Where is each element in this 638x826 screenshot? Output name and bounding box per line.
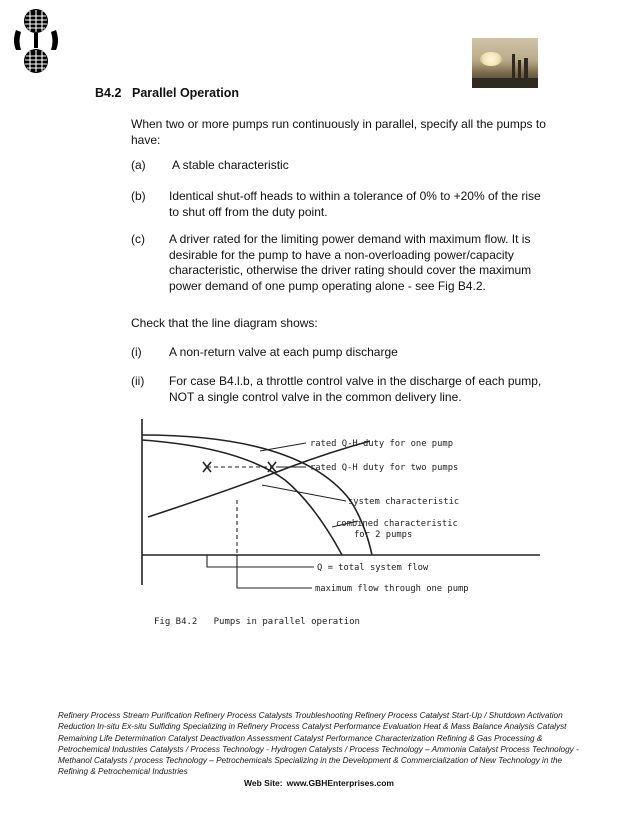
requirement-text: A stable characteristic xyxy=(172,158,289,172)
website-label: Web Site: xyxy=(244,778,283,788)
section-number: B4.2 xyxy=(95,86,122,100)
requirement-label: (b) xyxy=(131,189,146,203)
requirement-label: (c) xyxy=(131,232,145,246)
system-characteristic-curve xyxy=(148,441,370,517)
footer-services-text: Refinery Process Stream Purification Refinery Process Catalysts Troubleshooting Refinery Process Catalyst Start-Up / Shutdown Activation Reduction In-situ Ex-situ Sulfiding Specializing in Refinery Process Catalyst Performance Evaluation Heat & Mass Balance Analysis Catalyst Remaining Life Determination Catalyst Deactivation Assessment Catalyst Performance Characterization Refining & Gas Processing & Petrochemical Industries Catalysts / Process Technology - Hydrogen Catalysts / Process Technology – Ammonia Catalyst Process Technology - Methanol Catalysts / process Technology – Petrochemicals Specializing in the Development & Commercialization of New Technology in the Refining & Petrochemical Industries xyxy=(58,711,579,777)
leader-max-flow xyxy=(237,555,312,588)
check-intro: Check that the line diagram shows: xyxy=(131,316,318,330)
requirement-label: (a) xyxy=(131,158,146,172)
refinery-photo xyxy=(472,38,538,88)
sun-glow xyxy=(480,52,502,66)
label-combined-characteristic: combined characteristic xyxy=(336,519,458,529)
pump-curve-figure xyxy=(110,405,540,640)
label-total-flow: Q = total system flow xyxy=(317,563,429,573)
label-max-flow: maximum flow through one pump xyxy=(315,584,469,594)
intro-paragraph: When two or more pumps run continuously in parallel, specify all the pumps to have: xyxy=(131,117,546,147)
figure-caption: Fig B4.2 Pumps in parallel operation xyxy=(154,617,360,627)
leader-duty-one-pump xyxy=(260,443,306,451)
single-pump-curve xyxy=(142,440,342,555)
label-duty-two-pumps: rated Q-H duty for two pumps xyxy=(310,463,459,473)
leader-total-flow xyxy=(207,555,314,567)
check-label: (i) xyxy=(131,345,142,359)
requirement-text: A driver rated for the limiting power demand with maximum flow. It is desirable for the pump to have a non-overloading power/capacity characteristic, otherwise the driver rating should cover the maximum power demand of one pump operating alone - see Fig B4.2. xyxy=(169,232,532,293)
section-title: Parallel Operation xyxy=(132,86,239,100)
website-line xyxy=(0,778,638,788)
check-text: For case B4.l.b, a throttle control valve in the discharge of each pump, NOT a single control valve in the common delivery line. xyxy=(169,374,542,404)
section-heading xyxy=(95,86,239,100)
check-label: (ii) xyxy=(131,374,145,388)
combined-characteristic-curve xyxy=(142,435,372,555)
label-combined-characteristic-2: for 2 pumps xyxy=(354,530,413,540)
requirement-text: Identical shut-off heads to within a tolerance of 0% to +20% of the rise to shut off from the duty point. xyxy=(169,189,541,219)
label-system-characteristic: system characteristic xyxy=(348,497,460,507)
label-duty-one-pump: rated Q-H duty for one pump xyxy=(310,439,453,449)
check-text: A non-return valve at each pump discharge xyxy=(169,345,398,359)
refinery-silhouette xyxy=(472,78,538,88)
company-logo xyxy=(12,6,60,76)
website-link[interactable]: www.GBHEnterprises.com xyxy=(286,778,394,788)
